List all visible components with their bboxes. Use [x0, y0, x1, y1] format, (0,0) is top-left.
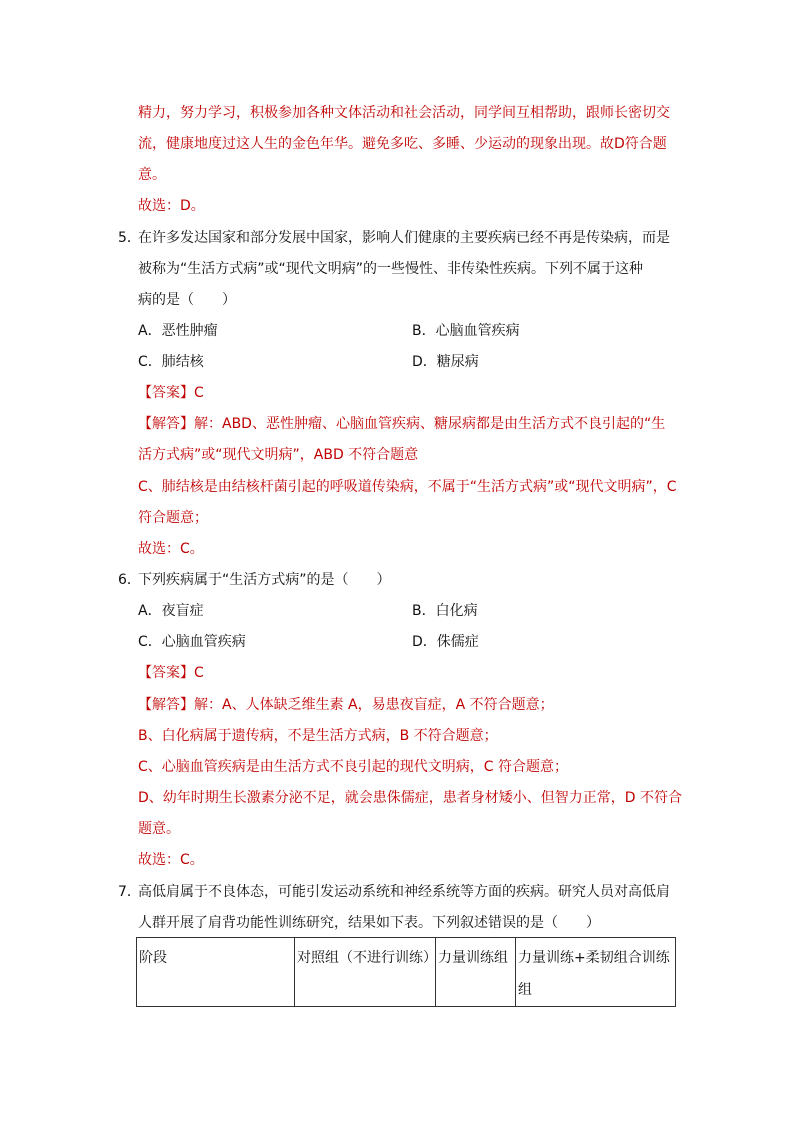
- q5-stem-line-3: 病的是（ ）: [138, 292, 236, 308]
- table-header-cell: 对照组（不进行训练）: [295, 938, 436, 1007]
- q5-answer-value: C: [194, 385, 204, 401]
- table-header-cell: 阶段: [137, 938, 295, 1007]
- q6-analysis-line-3: C、心脑血管疾病是由生活方式不良引起的现代文明病，C 符合题意；: [138, 759, 568, 775]
- q6-analysis-line-5: 题意。: [138, 821, 180, 837]
- table-header-cell: 力量训练组: [436, 938, 516, 1007]
- q6-number: 6．: [118, 572, 141, 588]
- prev-analysis-line-1: 精力，努力学习，积极参加各种文体活动和社会活动，同学间互相帮助，跟师长密切交: [138, 105, 670, 121]
- q5-stem-line-2: 被称为“生活方式病”或“现代文明病”的一些慢性、非传染性疾病。下列不属于这种: [138, 261, 644, 277]
- table-header-row: [137, 938, 676, 1007]
- prev-analysis-line-2: 流，健康地度过这人生的金色年华。避免多吃、多睡、少运动的现象出现。故D符合题: [138, 136, 667, 152]
- q5-answer-tag: 【答案】: [138, 385, 194, 401]
- q6-choice: 故选：C。: [138, 852, 204, 868]
- q6-analysis-line-4: D、幼年时期生长激素分泌不足，就会患侏儒症，患者身材矮小、但智力正常，D 不符合: [138, 790, 683, 806]
- q5-option-d: D．糖尿病: [412, 354, 479, 370]
- q5-analysis-tag: 【解答】: [138, 416, 194, 432]
- q5-number: 5．: [118, 230, 141, 246]
- q5-analysis-line-4: 符合题意；: [138, 510, 208, 526]
- q6-option-c: C．心脑血管疾病: [138, 634, 246, 650]
- q5-analysis-line-1: [138, 414, 665, 434]
- q5-choice: 故选：C。: [138, 541, 204, 557]
- q7-stem-line-1: 高低肩属于不良体态，可能引发运动系统和神经系统等方面的疾病。研究人员对高低肩: [138, 884, 670, 900]
- q5-analysis-line-2: 活方式病”或“现代文明病”，ABD 不符合题意: [138, 447, 419, 463]
- q6-analysis-text-1: 解：A、人体缺乏维生素 A，易患夜盲症，A 不符合题意；: [194, 697, 554, 713]
- prev-choice: 故选：D。: [138, 198, 205, 214]
- prev-analysis-line-3: 意。: [138, 167, 166, 183]
- q6-stem-line-1: 下列疾病属于“生活方式病”的是（ ）: [138, 572, 391, 588]
- q6-option-b: B．白化病: [412, 603, 478, 619]
- q6-option-a: A．夜盲症: [138, 603, 204, 619]
- q5-analysis-text-1: 解：ABD、恶性肿瘤、心脑血管疾病、糖尿病都是由生活方式不良引起的“生: [194, 416, 666, 432]
- q7-number: 7．: [118, 884, 141, 900]
- q6-answer-value: C: [194, 665, 204, 681]
- q5-option-a: A．恶性肿瘤: [138, 323, 218, 339]
- q6-answer-tag: 【答案】: [138, 665, 194, 681]
- q6-analysis-line-2: B、白化病属于遗传病，不是生活方式病，B 不符合题意；: [138, 728, 498, 744]
- q6-option-d: D．侏儒症: [412, 634, 479, 650]
- q5-option-c: C．肺结核: [138, 354, 204, 370]
- q5-stem-line-1: 在许多发达国家和部分发展中国家，影响人们健康的主要疾病已经不再是传染病，而是: [138, 230, 670, 246]
- q6-answer: [138, 663, 204, 683]
- q6-analysis-tag: 【解答】: [138, 697, 194, 713]
- q5-answer: [138, 383, 204, 403]
- q5-option-b: B．心脑血管疾病: [412, 323, 520, 339]
- q6-analysis-line-1: [138, 695, 554, 715]
- q7-stem-line-2: 人群开展了肩背功能性训练研究，结果如下表。下列叙述错误的是（ ）: [138, 915, 600, 931]
- q5-analysis-line-3: C、肺结核是由结核杆菌引起的呼吸道传染病，不属于“生活方式病”或“现代文明病”，C: [138, 479, 677, 495]
- table-header-cell: 力量训练+柔韧组合训练组: [516, 938, 676, 1007]
- q7-results-table: [136, 937, 676, 1007]
